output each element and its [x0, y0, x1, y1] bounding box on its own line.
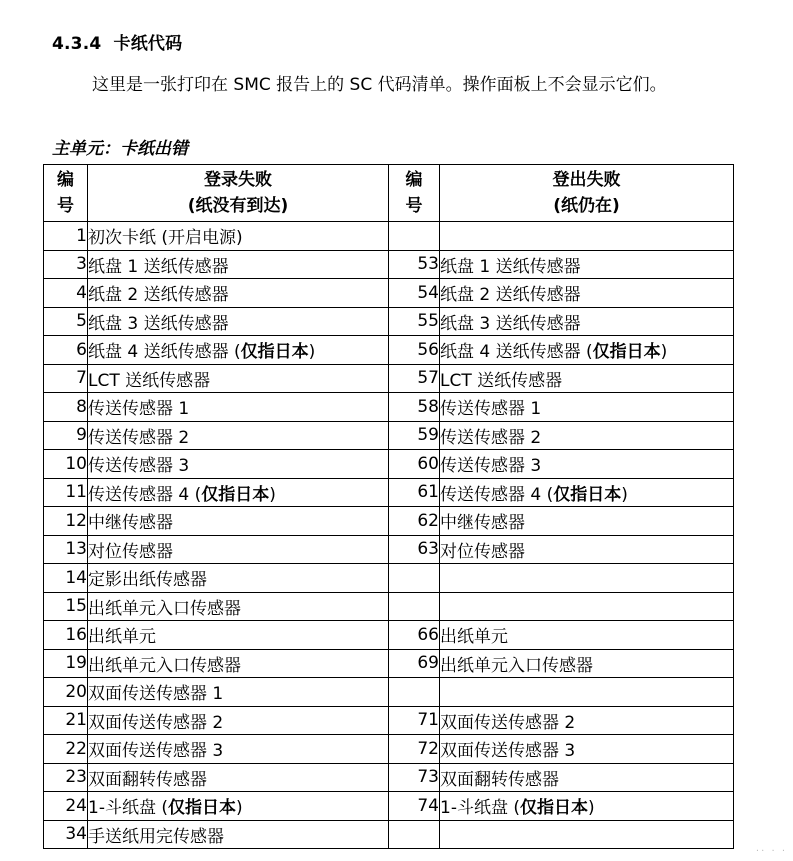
region-note: 仅指日本: [201, 484, 270, 505]
close-paren: ): [588, 798, 595, 819]
description-text: 手送纸用完传感器: [88, 826, 224, 847]
region-note: 仅指日本: [553, 484, 622, 505]
logout-description-cell: [440, 678, 734, 707]
table-row: [44, 763, 734, 792]
description-text: 双面传送传感器 2: [440, 712, 576, 733]
login-description-cell: [88, 222, 389, 251]
description-text: 传送传感器 1: [88, 399, 190, 420]
logout-description-cell: [440, 592, 734, 621]
region-note: 仅指日本: [520, 798, 588, 819]
login-description-cell: [88, 393, 389, 422]
login-description-cell: [88, 820, 389, 849]
header-left-line2: (纸没有到达): [187, 196, 289, 216]
login-description-cell: [88, 450, 389, 479]
table-row: [44, 735, 734, 764]
description-text: 1-斗纸盘 (: [88, 798, 168, 819]
login-code-cell: 20: [44, 678, 88, 707]
login-description-cell: [88, 535, 389, 564]
login-description-cell: [88, 364, 389, 393]
logout-description-cell: [440, 478, 734, 507]
logout-description-cell: [440, 735, 734, 764]
section-title: 卡纸代码: [113, 34, 183, 54]
logout-description-cell: [440, 336, 734, 365]
header-code-left-line2: 号: [57, 196, 74, 216]
login-code-cell: 13: [44, 535, 88, 564]
login-description-cell: [88, 336, 389, 365]
login-code-cell: 12: [44, 507, 88, 536]
logout-code-cell: 53: [389, 250, 440, 279]
login-code-cell: 21: [44, 706, 88, 735]
logout-code-cell: 66: [389, 621, 440, 650]
description-text: 传送传感器 2: [88, 427, 190, 448]
login-description-cell: [88, 621, 389, 650]
login-code-cell: 1: [44, 222, 88, 251]
description-text: 出纸单元入口传感器: [440, 655, 593, 676]
description-text: 纸盘 3 送纸传感器: [88, 313, 229, 334]
login-code-cell: 15: [44, 592, 88, 621]
header-code-left: [44, 165, 88, 222]
header-login-failure: [88, 165, 389, 222]
header-code-right-line2: 号: [405, 196, 423, 216]
table-body: [44, 222, 734, 849]
logout-description-cell: [440, 507, 734, 536]
login-code-cell: 19: [44, 649, 88, 678]
close-paren: ): [269, 484, 276, 505]
description-text: 出纸单元入口传感器: [88, 655, 241, 676]
login-description-cell: [88, 763, 389, 792]
description-text: 传送传感器 2: [440, 427, 542, 448]
header-right-line1: 登出失败: [552, 170, 621, 190]
description-text: 中继传感器: [440, 513, 525, 534]
table-row: [44, 649, 734, 678]
logout-code-cell: 69: [389, 649, 440, 678]
table-row: [44, 564, 734, 593]
description-text: 对位传感器: [440, 541, 525, 562]
jam-code-table: [43, 164, 734, 849]
header-code-right-line1: 编: [405, 170, 423, 190]
description-text: 纸盘 1 送纸传感器: [440, 256, 581, 277]
intro-paragraph: 这里是一张打印在 SMC 报告上的 SC 代码清单。操作面板上不会显示它们。: [92, 75, 667, 95]
logout-description-cell: [440, 307, 734, 336]
login-description-cell: [88, 307, 389, 336]
close-paren: ): [236, 798, 243, 819]
login-code-cell: 11: [44, 478, 88, 507]
login-description-cell: [88, 250, 389, 279]
table-row: [44, 621, 734, 650]
logout-description-cell: [440, 792, 734, 821]
page-watermark: ·· · ·: [755, 846, 787, 857]
login-description-cell: [88, 706, 389, 735]
logout-description-cell: [440, 421, 734, 450]
logout-description-cell: [440, 706, 734, 735]
description-text: 出纸单元: [88, 627, 156, 648]
login-code-cell: 3: [44, 250, 88, 279]
login-code-cell: 9: [44, 421, 88, 450]
description-text: 传送传感器 3: [88, 456, 190, 477]
table-row: [44, 336, 734, 365]
logout-code-cell: [389, 678, 440, 707]
table-header-row: [44, 165, 734, 222]
description-text: 传送传感器 4 (: [88, 484, 202, 505]
login-description-cell: [88, 478, 389, 507]
login-code-cell: 6: [44, 336, 88, 365]
table-subheading: 主单元：卡纸出错: [52, 139, 188, 159]
description-text: 双面翻转传感器: [440, 769, 559, 790]
logout-description-cell: [440, 564, 734, 593]
table-row: [44, 222, 734, 251]
login-description-cell: [88, 792, 389, 821]
login-description-cell: [88, 279, 389, 308]
login-code-cell: 23: [44, 763, 88, 792]
login-code-cell: 4: [44, 279, 88, 308]
logout-code-cell: [389, 222, 440, 251]
description-text: 纸盘 2 送纸传感器: [440, 285, 581, 306]
login-description-cell: [88, 507, 389, 536]
header-code-left-line1: 编: [57, 170, 74, 190]
description-text: 定影出纸传感器: [88, 570, 207, 591]
table-row: [44, 820, 734, 849]
table-row: [44, 450, 734, 479]
table-row: [44, 535, 734, 564]
description-text: 纸盘 2 送纸传感器: [88, 285, 229, 306]
logout-description-cell: [440, 364, 734, 393]
logout-description-cell: [440, 621, 734, 650]
logout-code-cell: 56: [389, 336, 440, 365]
login-description-cell: [88, 564, 389, 593]
description-text: 中继传感器: [88, 513, 173, 534]
login-code-cell: 7: [44, 364, 88, 393]
region-note: 仅指日本: [168, 798, 236, 819]
description-text: 对位传感器: [88, 541, 173, 562]
login-code-cell: 8: [44, 393, 88, 422]
logout-code-cell: 71: [389, 706, 440, 735]
login-description-cell: [88, 592, 389, 621]
description-text: 纸盘 4 送纸传感器 (: [88, 342, 241, 363]
description-text: 双面传送传感器 1: [88, 684, 224, 705]
description-text: 双面翻转传感器: [88, 769, 207, 790]
logout-description-cell: [440, 450, 734, 479]
description-text: 传送传感器 3: [440, 456, 542, 477]
header-right-line2: (纸仍在): [553, 196, 620, 216]
section-number: 4.3.4: [52, 34, 102, 54]
logout-code-cell: 63: [389, 535, 440, 564]
table-row: [44, 478, 734, 507]
login-code-cell: 10: [44, 450, 88, 479]
login-code-cell: 16: [44, 621, 88, 650]
logout-description-cell: [440, 535, 734, 564]
table-row: [44, 307, 734, 336]
table-row: [44, 792, 734, 821]
description-text: 纸盘 3 送纸传感器: [440, 313, 581, 334]
logout-code-cell: [389, 592, 440, 621]
close-paren: ): [621, 484, 628, 505]
header-logout-failure: [440, 165, 734, 222]
description-text: LCT 送纸传感器: [440, 370, 563, 391]
table-row: [44, 678, 734, 707]
logout-code-cell: 60: [389, 450, 440, 479]
logout-description-cell: [440, 649, 734, 678]
close-paren: ): [308, 342, 316, 363]
table-row: [44, 393, 734, 422]
logout-code-cell: 58: [389, 393, 440, 422]
table-row: [44, 706, 734, 735]
logout-code-cell: 74: [389, 792, 440, 821]
logout-code-cell: 61: [389, 478, 440, 507]
region-note: 仅指日本: [240, 342, 309, 363]
login-code-cell: 14: [44, 564, 88, 593]
description-text: LCT 送纸传感器: [88, 370, 211, 391]
description-text: 双面传送传感器 2: [88, 712, 224, 733]
description-text: 纸盘 4 送纸传感器 (: [440, 342, 593, 363]
header-code-right: [389, 165, 440, 222]
logout-description-cell: [440, 763, 734, 792]
close-paren: ): [660, 342, 668, 363]
table-row: [44, 421, 734, 450]
region-note: 仅指日本: [592, 342, 661, 363]
table-row: [44, 507, 734, 536]
logout-description-cell: [440, 820, 734, 849]
login-code-cell: 34: [44, 820, 88, 849]
description-text: 1-斗纸盘 (: [440, 798, 520, 819]
logout-code-cell: 57: [389, 364, 440, 393]
login-code-cell: 24: [44, 792, 88, 821]
logout-description-cell: [440, 393, 734, 422]
logout-code-cell: 55: [389, 307, 440, 336]
logout-code-cell: 59: [389, 421, 440, 450]
logout-description-cell: [440, 222, 734, 251]
logout-code-cell: 73: [389, 763, 440, 792]
logout-code-cell: [389, 564, 440, 593]
description-text: 双面传送传感器 3: [88, 741, 224, 762]
logout-code-cell: 54: [389, 279, 440, 308]
description-text: 传送传感器 4 (: [440, 484, 554, 505]
logout-code-cell: 62: [389, 507, 440, 536]
login-code-cell: 22: [44, 735, 88, 764]
description-text: 传送传感器 1: [440, 399, 542, 420]
login-description-cell: [88, 735, 389, 764]
login-description-cell: [88, 649, 389, 678]
table-row: [44, 250, 734, 279]
logout-description-cell: [440, 279, 734, 308]
header-left-line1: 登录失败: [204, 170, 272, 190]
logout-description-cell: [440, 250, 734, 279]
login-code-cell: 5: [44, 307, 88, 336]
description-text: 双面传送传感器 3: [440, 741, 576, 762]
description-text: 出纸单元: [440, 627, 508, 648]
login-description-cell: [88, 421, 389, 450]
table-row: [44, 592, 734, 621]
logout-code-cell: [389, 820, 440, 849]
login-description-cell: [88, 678, 389, 707]
logout-code-cell: 72: [389, 735, 440, 764]
description-text: 纸盘 1 送纸传感器: [88, 256, 229, 277]
description-text: 出纸单元入口传感器: [88, 598, 241, 619]
description-text: 初次卡纸 (开启电源): [88, 228, 243, 249]
table-row: [44, 279, 734, 308]
section-heading: [52, 29, 182, 54]
table-row: [44, 364, 734, 393]
